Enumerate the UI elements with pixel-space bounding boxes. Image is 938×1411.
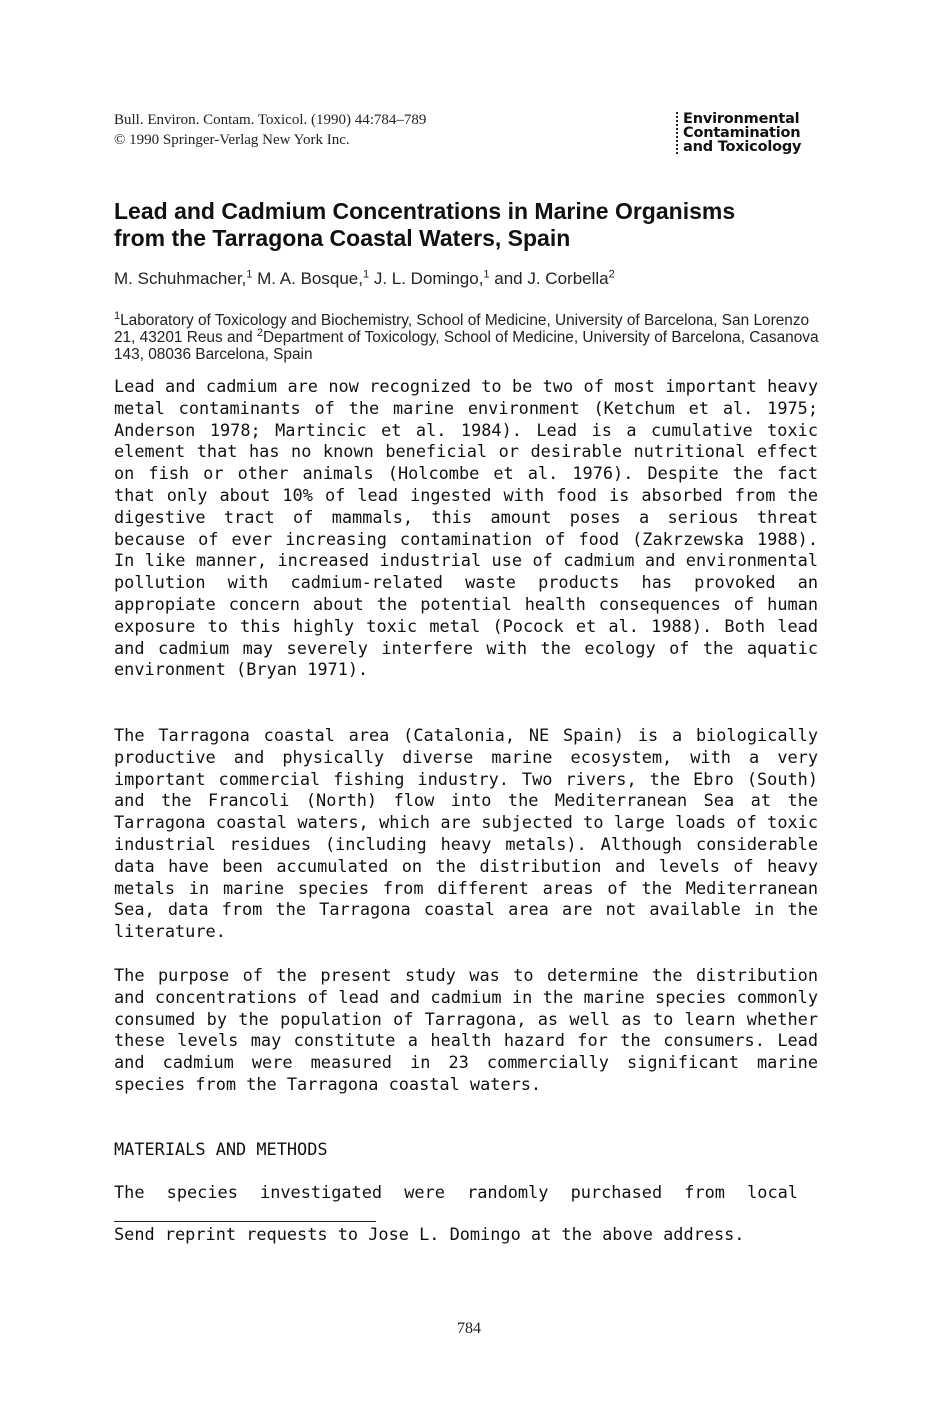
article-title — [114, 198, 834, 252]
logo-side-rule — [676, 112, 682, 154]
paragraph-purpose: The purpose of the present study was to determine the distribution and concentrations of lead and cadmium in the marine species commonly consumed by the population of Tarragona, as well as to learn whether these levels may constitute a health hazard for the consumers. Lead and cadmium were measured in 23 commercially significant marine species from the Tarragona coastal waters. — [114, 965, 818, 1094]
author-name: J. L. Domingo, — [369, 269, 484, 288]
page-number: 784 — [457, 1320, 481, 1337]
logo-line-2: Contamination — [683, 125, 801, 141]
paragraph-intro: Lead and cadmium are now recognized to be two of most important heavy metal contaminants of the marine environment (Ketchum et al. 1975; Anderson 1978; Martincic et al. 1984). Lead is a cumulative toxic element that has no known beneficial or desirable nutritional effect on fish or other animals (Holcombe et al. 1976). Despite the fact that only about 10% of lead ingested with food is absorbed from the digestive tract of mammals, this amount poses a serious threat because of ever increasing contamination of food (Zakrzewska 1988). In like manner, increased industrial use of cadmium and environmental pollution with cadmium-related waste products has provoked an appropiate concern about the potential health consequences of human exposure to this highly toxic metal (Pocock et al. 1988). Both lead and cadmium may severely interfere with the ecology of the aquatic environment (Bryan 1971). — [114, 376, 818, 680]
paragraph-study-area: The Tarragona coastal area (Catalonia, NE Spain) is a biologically productive and physically diverse marine ecosystem, with a very important commercial fishing industry. Two rivers, the Ebro (South) and the Francoli (North) flow into the Mediterranean Sea at the Tarragona coastal waters, which are subjected to large loads of toxic industrial residues (including heavy metals). Although considerable data have been accumulated on the distribution and levels of heavy metals in marine species from different areas of the Mediterranean Sea, data from the Tarragona coastal area are not available in the literature. — [114, 725, 818, 942]
logo-line-1: Environmental — [683, 111, 800, 127]
copyright-line: © 1990 Springer-Verlag New York Inc. — [114, 132, 350, 148]
author-affiliation-mark: 2 — [608, 268, 615, 281]
affiliation-text: Laboratory of Toxicology and Biochemistry, School of Medicine, University of Barcelona, San Lorenzo 21, 43201 Reus and — [114, 312, 810, 346]
author-affiliation-mark: 1 — [483, 268, 490, 281]
citation-block — [114, 110, 426, 150]
author-affiliation-mark: 1 — [362, 268, 370, 281]
citation-line: Bull. Environ. Contam. Toxicol. (1990) 44:784–789 — [114, 112, 427, 128]
title-line-1: Lead and Cadmium Concentrations in Marine Organisms — [114, 198, 736, 224]
title-line-2: from the Tarragona Coastal Waters, Spain — [114, 225, 571, 251]
author-name: M. A. Bosque, — [252, 269, 363, 288]
footnote: Send reprint requests to Jose L. Domingo at the above address. — [114, 1224, 745, 1244]
author-affiliation-mark: 1 — [246, 268, 253, 281]
logo-line-3: and Toxicology — [683, 139, 802, 155]
paragraph-methods: The species investigated were randomly purchased from local — [114, 1182, 798, 1202]
affiliation-text: Department of Toxicology, School of Medicine, University of Barcelona, Casanova 143, 08036 Barcelona, Spain — [114, 329, 819, 363]
affiliations — [114, 309, 834, 363]
affiliation-mark: 1 — [114, 309, 121, 322]
author-name: M. Schuhmacher, — [114, 269, 247, 288]
section-heading: MATERIALS AND METHODS — [114, 1139, 328, 1159]
author-name: and J. Corbella — [489, 269, 609, 288]
affiliation-mark: 2 — [256, 326, 264, 339]
footnote-divider — [114, 1221, 376, 1222]
journal-logo — [676, 112, 836, 154]
author-list — [114, 268, 615, 290]
